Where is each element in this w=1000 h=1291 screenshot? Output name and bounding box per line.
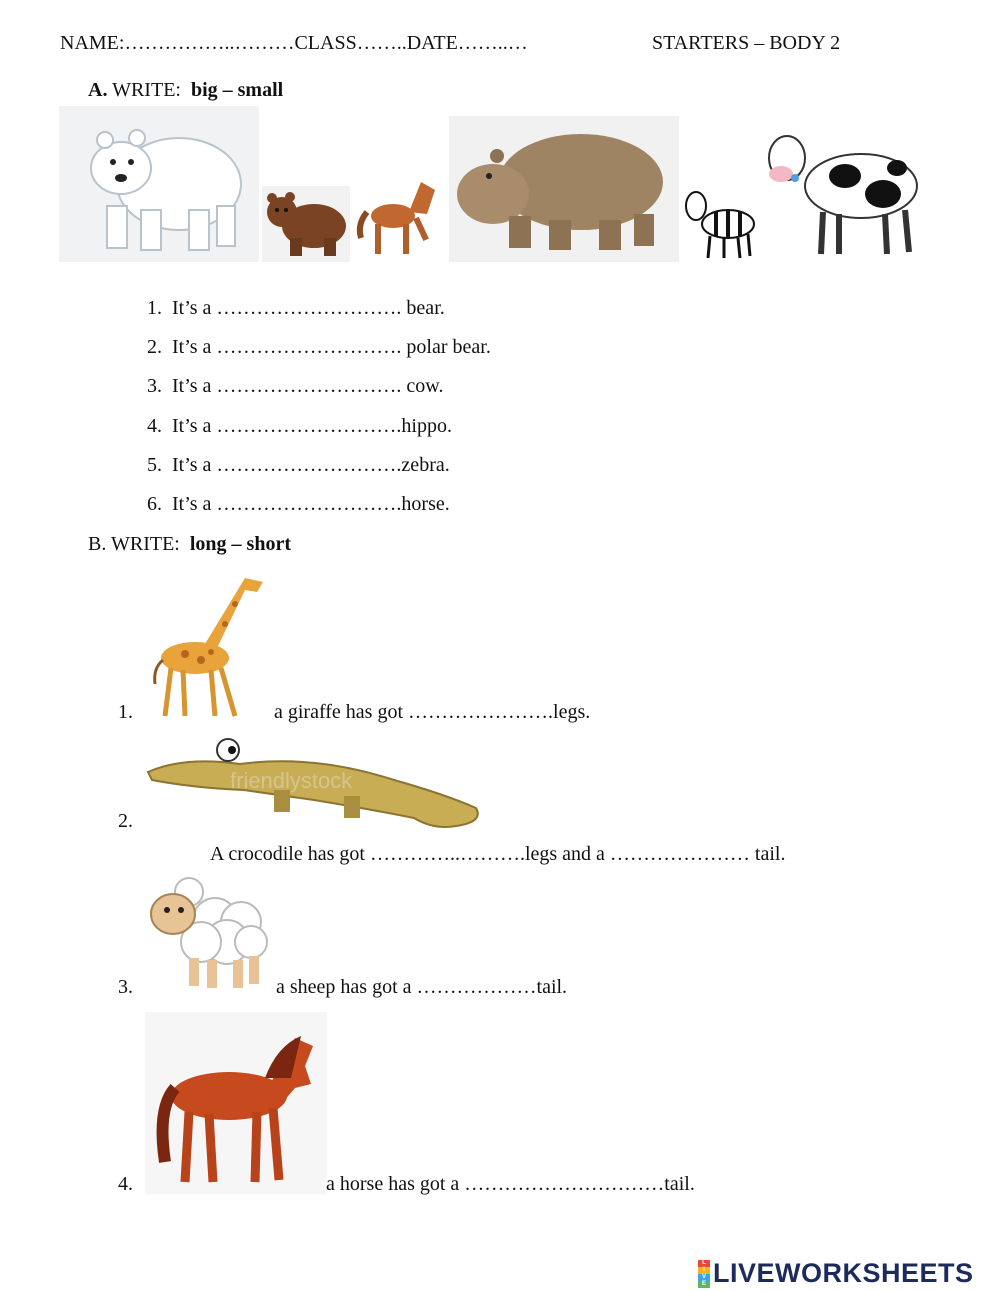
b-item-1-text: a giraffe has got ………………….legs.	[274, 701, 591, 723]
list-item	[147, 492, 450, 516]
crocodile-watermark: friendlystock	[230, 768, 353, 793]
b-item-1-number: 1.	[118, 701, 133, 723]
b-item-4-text: a horse has got a …………………………tail.	[326, 1173, 695, 1195]
giraffe-image	[145, 568, 275, 720]
brown-bear-image	[262, 186, 350, 262]
section-b-heading	[88, 532, 291, 556]
item-number: 1.	[147, 297, 162, 319]
item-number: 6.	[147, 493, 162, 515]
liveworksheets-logo	[698, 1258, 974, 1289]
list-item	[147, 296, 445, 320]
section-a-words: big – small	[190, 79, 284, 101]
logo-badge-letter: V	[698, 1274, 710, 1281]
b-item-4-number: 4.	[118, 1173, 133, 1195]
b-item-3-number: 3.	[118, 976, 133, 998]
list-item	[147, 335, 491, 359]
list-item	[147, 453, 450, 477]
item-number: 2.	[147, 336, 162, 358]
item-text: It’s a ………………………. polar bear.	[172, 336, 491, 358]
crocodile-image	[144, 734, 488, 832]
logo-badge-letter: I	[698, 1267, 710, 1274]
section-a-heading	[88, 78, 283, 102]
logo-wordmark: LIVEWORKSHEETS	[713, 1258, 974, 1288]
cow-image	[765, 128, 925, 262]
logo-badge	[698, 1260, 710, 1288]
sheep-image	[145, 876, 277, 996]
b-item-3-text: a sheep has got a ………………tail.	[276, 976, 568, 998]
zebra-image	[680, 182, 760, 262]
horse-image	[145, 1012, 327, 1194]
item-number: 5.	[147, 454, 162, 476]
logo-badge-letter: E	[698, 1281, 710, 1288]
polar-bear-image	[59, 106, 259, 262]
list-item	[147, 414, 452, 438]
item-text: It’s a ……………………….zebra.	[172, 454, 450, 476]
item-number: 4.	[147, 415, 162, 437]
small-horse-image	[355, 168, 441, 260]
item-number: 3.	[147, 375, 162, 397]
section-b-label: B.	[88, 533, 107, 555]
section-a-label: A.	[88, 79, 108, 101]
section-a-instruction: WRITE:	[112, 79, 181, 101]
section-b-words: long – short	[189, 533, 291, 555]
item-text: It’s a ………………………. bear.	[172, 297, 445, 319]
worksheet-title: STARTERS – BODY 2	[652, 32, 841, 54]
section-b-instruction: WRITE:	[110, 533, 180, 555]
hippo-image	[449, 116, 679, 262]
name-class-date-line: NAME:……………..………CLASS……..DATE……..…	[60, 32, 528, 54]
b-item-2-number: 2.	[118, 810, 133, 832]
item-text: It’s a ……………………….hippo.	[172, 415, 452, 437]
b-item-2-text: A crocodile has got …………..……….legs and a ………………… tail.	[210, 843, 786, 865]
list-item	[147, 374, 443, 398]
item-text: It’s a ………………………. cow.	[172, 375, 444, 397]
item-text: It’s a ……………………….horse.	[172, 493, 450, 515]
logo-badge-letter: L	[698, 1260, 710, 1267]
